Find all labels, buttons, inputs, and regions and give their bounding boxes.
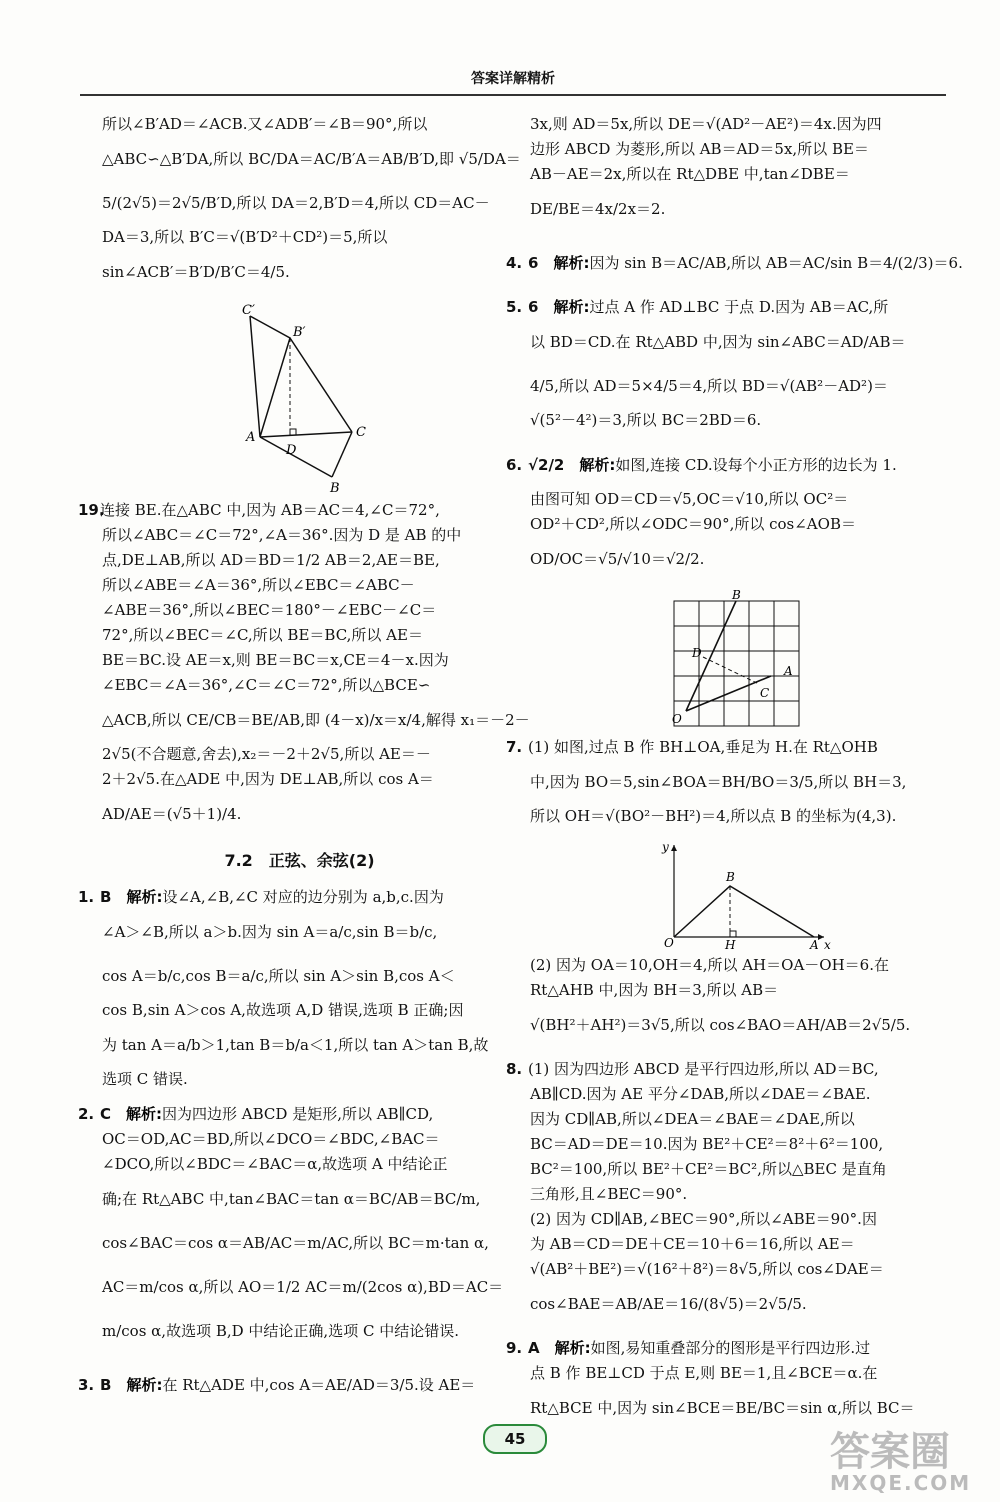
text-line: Rt△BCE 中,因为 sin∠BCE＝BE/BC＝sin α,所以 BC＝ <box>530 1399 915 1417</box>
question-number: 8. <box>506 1060 523 1078</box>
question-4 <box>506 241 963 285</box>
text-line: √(AB²＋BE²)＝√(16²＋8²)＝8√5,所以 cos∠DAE＝ <box>530 1260 884 1278</box>
text-line: Rt△AHB 中,因为 BH＝3,所以 AB＝ <box>530 981 779 999</box>
page-header <box>80 68 946 96</box>
text-line: AB－AE＝2x,所以在 Rt△DBE 中,tan∠DBE＝ <box>530 165 850 183</box>
answer: 6 <box>528 298 539 316</box>
text-line: (1) 因为四边形 ABCD 是平行四边形,所以 AD＝BC, <box>528 1060 879 1078</box>
header-title: 答案详解精析 <box>471 71 555 87</box>
fig3-label: A <box>810 938 819 952</box>
text-line: 为 tan A＝a/b＞1,tan B＝b/a＜1,所以 tan A＞tan B,故 <box>102 1036 489 1054</box>
analysis-tag: 解析: <box>126 1376 163 1394</box>
fig1-label: A <box>245 430 255 445</box>
text-line: m/cos α,故选项 B,D 中结论正确,选项 C 中结论错误. <box>102 1322 459 1340</box>
question-number: 4. <box>506 254 523 272</box>
text-line: △ABC∽△B′DA,所以 BC/DA＝AC/B′A＝AB/B′D,即 √5/DA＝ <box>102 150 521 168</box>
fig1-label: B′ <box>292 325 306 340</box>
question-number: 1. <box>78 888 95 906</box>
text-line: √(BH²＋AH²)＝3√5,所以 cos∠BAO＝AH/AB＝2√5/5. <box>530 1016 911 1034</box>
fig2-label: B <box>732 588 741 602</box>
fig2-label: C <box>760 686 770 700</box>
text-line: △ACB,所以 CE/CB＝BE/AB,即 (4－x)/x＝x/4,解得 x₁＝－2－ <box>102 711 530 729</box>
text-line: 中,因为 BO＝5,sin∠BOA＝BH/BO＝3/5,所以 BH＝3, <box>530 773 907 791</box>
text-line: 因为 sin B＝AC/AB,所以 AB＝AC/sin B＝4/(2/3)＝6. <box>589 254 963 272</box>
text-line: AD/AE＝(√5＋1)/4. <box>102 805 242 823</box>
analysis-tag: 解析: <box>126 1105 163 1123</box>
text-line: cos A＝b/c,cos B＝a/c,所以 sin A＞sin B,cos A＜ <box>102 967 455 985</box>
answer: B <box>100 1376 112 1394</box>
fig3-label: y <box>662 840 669 854</box>
text-line: 因为 CD∥AB,所以∠DEA＝∠BAE＝∠DAE,所以 <box>530 1110 855 1128</box>
question-number: 19. <box>78 501 105 519</box>
analysis-tag: 解析: <box>553 254 590 272</box>
text-line: 所以∠ABE＝∠A＝36°,所以∠EBC＝∠ABC－ <box>102 576 415 594</box>
text-line: (2) 因为 OA＝10,OH＝4,所以 AH＝OA－OH＝6.在 <box>530 956 889 974</box>
text-line: 由图可知 OD＝CD＝√5,OC＝√10,所以 OC²＝ <box>530 490 849 508</box>
text-line: 确;在 Rt△ABC 中,tan∠BAC＝tan α＝BC/AB＝BC/m, <box>102 1190 481 1208</box>
text-line: cos∠BAE＝AB/AE＝16/(8√5)＝2√5/5. <box>530 1295 807 1313</box>
fig1-label: C <box>355 425 366 440</box>
text-line: 如图,连接 CD.设每个小正方形的边长为 1. <box>615 456 897 474</box>
text-line: OD²＋CD²,所以∠ODC＝90°,所以 cos∠AOB＝ <box>530 515 856 533</box>
fig1-label: D <box>285 443 296 458</box>
question-number: 7. <box>506 738 523 756</box>
text-line: OC＝OD,AC＝BD,所以∠DCO＝∠BDC,∠BAC＝ <box>102 1130 440 1148</box>
text-line: BC＝AD＝DE＝10.因为 BE²＋CE²＝8²＋6²＝100, <box>530 1135 884 1153</box>
text-line: AC＝m/cos α,所以 AO＝1/2 AC＝m/(2cos α),BD＝AC＝ <box>102 1278 504 1296</box>
text-line: DE/BE＝4x/2x＝2. <box>530 200 666 218</box>
watermark-logo <box>830 1420 990 1495</box>
text-line: ∠A＞∠B,所以 a＞b.因为 sin A＝a/c,sin B＝b/c, <box>102 923 438 941</box>
text-line: 2＋2√5.在△ADE 中,因为 DE⊥AB,所以 cos A＝ <box>102 770 434 788</box>
text-line: 所以∠B′AD＝∠ACB.又∠ADB′＝∠B＝90°,所以 <box>102 115 428 133</box>
question-7-part2 <box>530 953 948 1047</box>
text-line: 所以 OH＝√(BO²－BH²)＝4,所以点 B 的坐标为(4,3). <box>530 807 897 825</box>
question-number: 5. <box>506 298 523 316</box>
answer: A <box>528 1339 540 1357</box>
question-1 <box>78 885 497 1092</box>
text-line: ∠ABE＝36°,所以∠BEC＝180°－∠EBC－∠C＝ <box>102 601 437 619</box>
question-number: 2. <box>78 1105 95 1123</box>
question-3 <box>78 1363 497 1407</box>
text-line: 三角形,且∠BEC＝90°. <box>530 1185 688 1203</box>
question-6 <box>506 443 948 581</box>
text-line: 连接 BE.在△ABC 中,因为 AB＝AC＝4,∠C＝72°, <box>100 501 440 519</box>
text-line: BC²＝100,所以 BE²＋CE²＝BC²,所以△BEC 是直角 <box>530 1160 887 1178</box>
fig2-label: A <box>784 664 793 678</box>
question-2 <box>78 1102 504 1353</box>
text-line: 边形 ABCD 为菱形,所以 AB＝AD＝5x,所以 BE＝ <box>530 140 869 158</box>
figure-grid <box>664 588 814 731</box>
text-line: 3x,则 AD＝5x,所以 DE＝√(AD²－AE²)＝4x.因为四 <box>530 115 882 133</box>
text-line: 过点 A 作 AD⊥BC 于点 D.因为 AB＝AC,所 <box>589 298 889 316</box>
question-7 <box>506 735 948 829</box>
left-column <box>78 112 530 1417</box>
section-title: 7.2 正弦、余弦(2) <box>224 851 375 870</box>
text-line: ∠DCO,所以∠BDC＝∠BAC＝α,故选项 A 中结论正 <box>102 1155 448 1173</box>
question-3-continued <box>530 112 948 231</box>
figure-coordinates <box>644 839 834 952</box>
text-line: 如图,易知重叠部分的图形是平行四边形.过 <box>590 1339 871 1357</box>
page-number: 45 <box>483 1424 547 1454</box>
text-line: 为 AB＝CD＝DE＋CE＝10＋6＝16,所以 AE＝ <box>530 1235 855 1253</box>
text-line: 4/5,所以 AD＝5×4/5＝4,所以 BD＝√(AB²－AD²)＝ <box>530 377 888 395</box>
fig1-label: C′ <box>241 303 255 318</box>
fig2-label: D <box>692 646 702 660</box>
fig3-label: x <box>824 938 831 952</box>
text-line: OD/OC＝√5/√10＝√2/2. <box>530 550 705 568</box>
text-line: cos B,sin A＞cos A,故选项 A,D 错误,选项 B 正确;因 <box>102 1001 464 1019</box>
text-line: 选项 C 错误. <box>102 1070 188 1088</box>
answer: √2/2 <box>528 456 565 474</box>
answer: B <box>100 888 112 906</box>
question-number: 9. <box>506 1339 523 1357</box>
text-line: 因为四边形 ABCD 是矩形,所以 AB∥CD, <box>162 1105 434 1123</box>
text-line: DA＝3,所以 B′C＝√(B′D²＋CD²)＝5,所以 <box>102 228 388 246</box>
text-line: 5/(2√5)＝2√5/B′D,所以 DA＝2,B′D＝4,所以 CD＝AC－ <box>102 194 490 212</box>
analysis-tag: 解析: <box>579 456 616 474</box>
question-8 <box>506 1057 948 1326</box>
fig3-label: B <box>726 870 735 884</box>
prev-answer-continuation <box>102 112 521 294</box>
text-line: 点,DE⊥AB,所以 AD＝BD＝1/2 AB＝2,AE＝BE, <box>102 551 440 569</box>
text-line: cos∠BAC＝cos α＝AB/AC＝m/AC,所以 BC＝m·tan α, <box>102 1234 489 1252</box>
text-line: AB∥CD.因为 AE 平分∠DAB,所以∠DAE＝∠BAE. <box>530 1085 871 1103</box>
figure-triangle-fold <box>220 304 380 494</box>
question-number: 3. <box>78 1376 95 1394</box>
question-number: 6. <box>506 456 523 474</box>
question-5 <box>506 295 948 433</box>
text-line: 设∠A,∠B,∠C 对应的边分别为 a,b,c.因为 <box>162 888 444 906</box>
text-line: 在 Rt△ADE 中,cos A＝AE/AD＝3/5.设 AE＝ <box>162 1376 476 1394</box>
question-9 <box>506 1336 948 1430</box>
right-column <box>506 112 963 1440</box>
text-line: (1) 如图,过点 B 作 BH⊥OA,垂足为 H.在 Rt△OHB <box>528 738 878 756</box>
text-line: sin∠ACB′＝B′D/B′C＝4/5. <box>102 263 290 281</box>
text-line: BE＝BC.设 AE＝x,则 BE＝BC＝x,CE＝4－x.因为 <box>102 651 449 669</box>
fig2-label: O <box>672 712 682 726</box>
watermark-url: MXQE.COM <box>830 1471 972 1495</box>
text-line: 所以∠ABC＝∠C＝72°,∠A＝36°.因为 D 是 AB 的中 <box>102 526 462 544</box>
answer: C <box>100 1105 112 1123</box>
analysis-tag: 解析: <box>553 298 590 316</box>
question-19 <box>78 498 530 836</box>
text-line: ∠EBC＝∠A＝36°,∠C＝∠C＝72°,所以△BCE∽ <box>102 676 431 694</box>
text-line: (2) 因为 CD∥AB,∠BEC＝90°,所以∠ABE＝90°.因 <box>530 1210 877 1228</box>
analysis-tag: 解析: <box>126 888 163 906</box>
analysis-tag: 解析: <box>554 1339 591 1357</box>
text-line: 2√5(不合题意,舍去),x₂＝－2＋2√5,所以 AE＝－ <box>102 745 431 763</box>
fig1-label: B <box>329 481 340 496</box>
text-line: 以 BD＝CD.在 Rt△ABD 中,因为 sin∠ABC＝AD/AB＝ <box>530 333 906 351</box>
fig3-label: H <box>725 938 736 952</box>
fig3-label: O <box>664 936 674 950</box>
text-line: √(5²－4²)＝3,所以 BC＝2BD＝6. <box>530 411 762 429</box>
text-line: 点 B 作 BE⊥CD 于点 E,则 BE＝1,且∠BCE＝α.在 <box>530 1364 878 1382</box>
answer: 6 <box>528 254 539 272</box>
text-line: 72°,所以∠BEC＝∠C,所以 BE＝BC,所以 AE＝ <box>102 626 423 644</box>
watermark-text: 答案圈 <box>830 1429 950 1475</box>
